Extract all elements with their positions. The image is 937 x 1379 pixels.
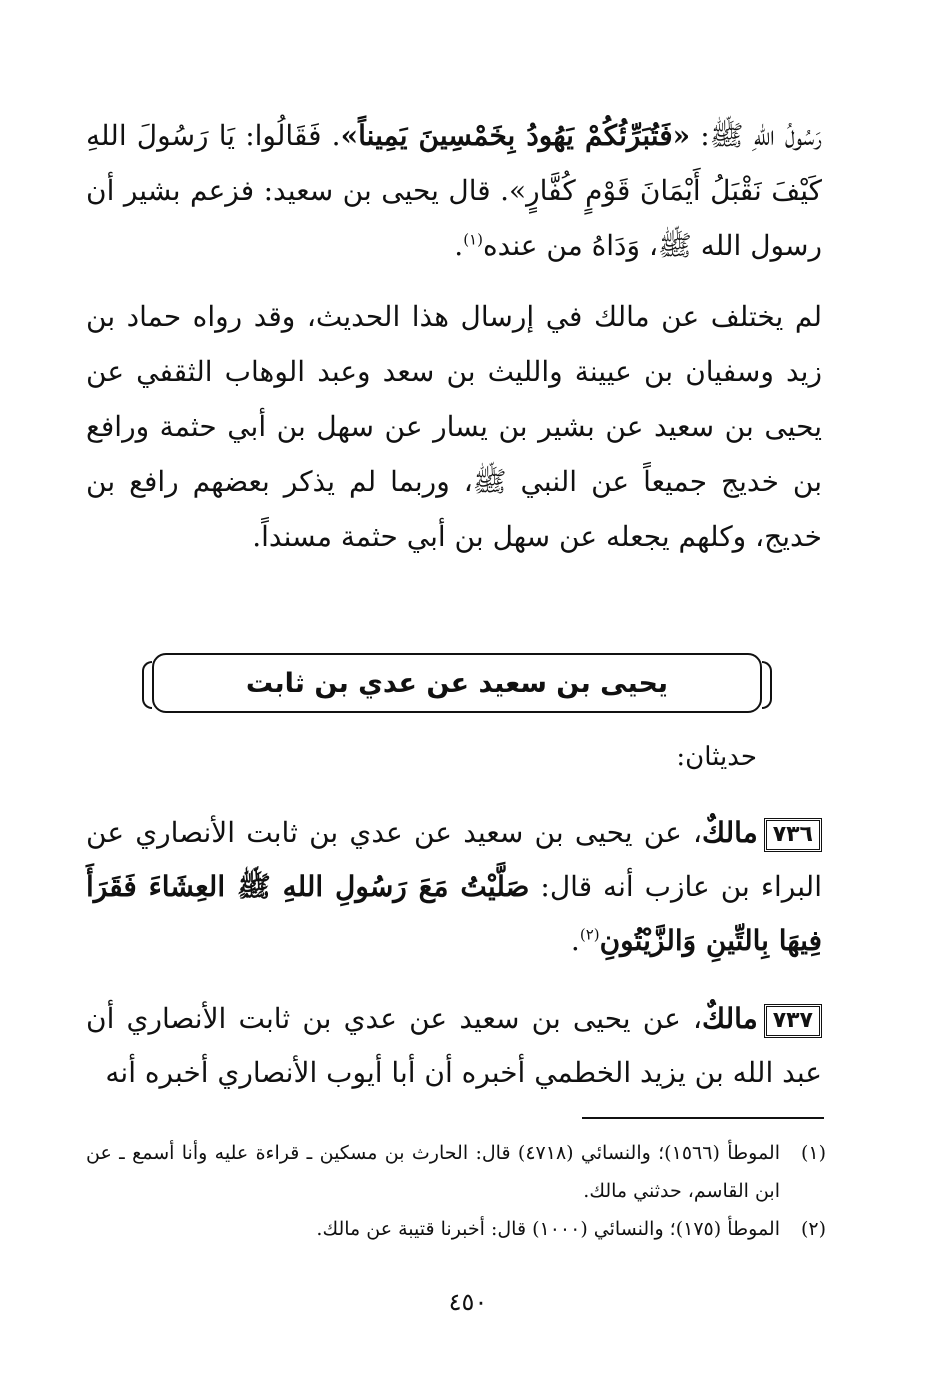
- hadith-number-badge: ٧٣٧: [764, 1004, 822, 1038]
- footnote-text: الموطأ (١٥٦٦)؛ والنسائي (٤٧١٨) قال: الحارث بن مسكين ـ قراءة عليه وأنا أسمع ـ عن ابن القاسم، حدثني مالك.: [86, 1142, 780, 1202]
- hadith-isnad: ، عن يحيى بن سعيد عن عدي بن ثابت الأنصاري أن عبد الله بن يزيد الخطمي أخبره أن أبا أيوب الأنصاري أخبره أنه: [86, 1002, 822, 1089]
- para1-end: .: [454, 229, 464, 262]
- footnote-mark: (٢): [800, 1218, 826, 1240]
- footnote-1: [86, 1134, 826, 1210]
- paragraph-hadith-continuation: [86, 108, 822, 273]
- hadith-number-badge: ٧٣٦: [764, 818, 822, 852]
- hadith-end: .: [570, 924, 580, 957]
- para1-part2: . فَقَالُوا: يَا رَسُولَ اللهِ كَيْفَ نَقْبَلُ أَيْمَانَ قَوْمٍ كُفَّارٍ». قال يحيى بن سعيد: فزعم بشير أن رسول الله ﷺ، وَدَاهُ من عنده: [86, 119, 822, 262]
- para1-quote: «فَتُبَرِّئُكُمْ يَهُودُ بِخَمْسِينَ يَمِيناً»: [340, 119, 691, 152]
- hadith-isnad: ، عن يحيى بن سعيد عن عدي بن ثابت الأنصاري عن البراء بن عازب أنه قال:: [86, 816, 822, 903]
- hadith-matn: صَلَّيْتُ مَعَ رَسُولِ اللهِ ﷺ العِشَاءَ فَقَرَأَ فِيهَا بِالتِّينِ وَالزَّيْتُونِ: [86, 870, 822, 957]
- footnote-ref-2[interactable]: (٢): [579, 925, 600, 944]
- hadith-narrator: مالكٌ: [702, 816, 758, 849]
- footnotes: [86, 1134, 826, 1248]
- hadith-count-label: حديثان:: [676, 742, 757, 772]
- section-heading-box: [152, 653, 762, 713]
- footnote-separator: [582, 1117, 824, 1119]
- hadith-737: [86, 992, 822, 1100]
- para1-part1: رَسُولُ اللهِ ﷺ:: [690, 119, 823, 152]
- hadith-736: [86, 806, 822, 968]
- section-title: يحيى بن سعيد عن عدي بن ثابت: [245, 667, 669, 699]
- footnote-2: [86, 1210, 826, 1248]
- hadith-narrator: مالكٌ: [702, 1002, 758, 1035]
- footnote-ref-1[interactable]: (١): [463, 230, 483, 249]
- footnote-mark: (١): [800, 1142, 826, 1164]
- paragraph-commentary: لم يختلف عن مالك في إرسال هذا الحديث، وقد رواه حماد بن زيد وسفيان بن عيينة والليث بن سعد وعبد الوهاب الثقفي عن يحيى بن سعيد عن بشير بن يسار عن سهل بن أبي حثمة ورافع بن خديج جميعاً عن النبي ﷺ، وربما لم يذكر بعضهم رافع بن خديج، وكلهم يجعله عن سهل بن أبي حثمة مسنداً.: [86, 300, 822, 553]
- footnote-text: الموطأ (١٧٥)؛ والنسائي (١٠٠٠) قال: أخبرنا قتيبة عن مالك.: [316, 1218, 780, 1240]
- page-number: ٤٥٠: [448, 1288, 488, 1316]
